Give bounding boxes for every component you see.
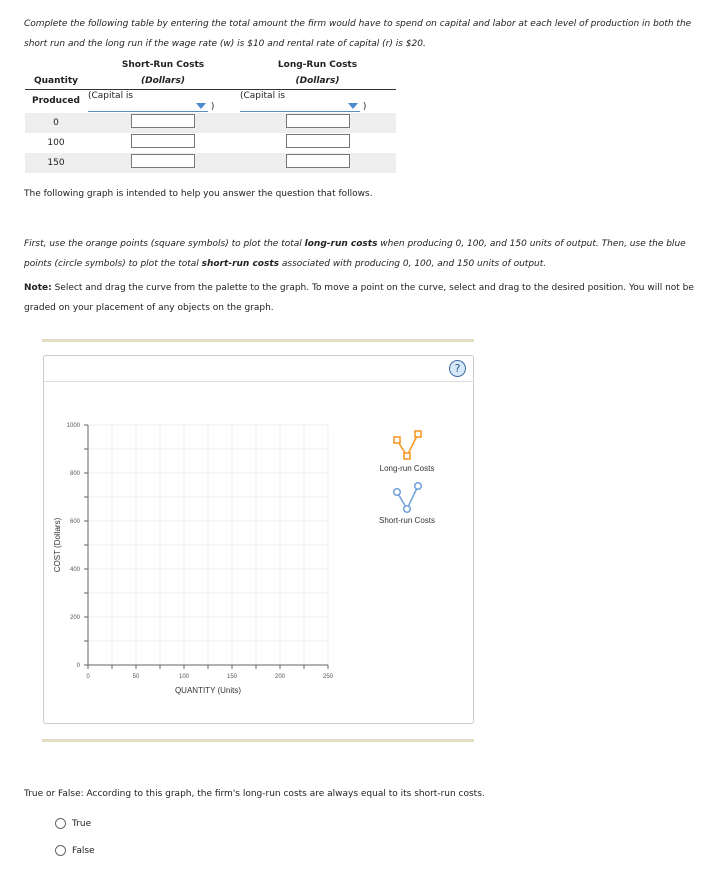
chart[interactable] [42,355,474,724]
sr-title: Short-Run Costs [121,60,205,70]
sr-input-0[interactable] [131,114,195,128]
plot-instructions [24,234,714,274]
t: First, use the orange points (square symbols) to plot the total [24,239,305,249]
table-row [25,133,396,153]
x-tick-label: 100 [178,674,190,680]
y-tick-label: 800 [69,471,80,477]
radio-false[interactable] [55,845,66,856]
short-run-circle-icon [404,506,411,513]
long-run-square-icon [415,431,421,437]
t: short-run costs [201,259,279,269]
sr-sub: (Dollars) [141,75,185,86]
graph-intro: The following graph is intended to help you answer the question that follows. [24,189,373,199]
x-tick-label: 200 [274,674,286,680]
y-axis-label: COST (Dollars) [53,517,62,573]
paren: ) [210,101,215,112]
sr-capital-dropdown[interactable] [88,101,208,112]
option-label: False [72,846,95,856]
lr-capital-dropdown[interactable] [240,101,360,112]
option-label: True [72,819,92,829]
lr-capital-select[interactable] [239,89,396,113]
sr-input-150[interactable] [131,154,195,168]
help-button[interactable]: ? [449,360,466,377]
y-tick-label: 600 [69,519,80,525]
short-run-circle-icon [394,489,401,496]
lr-sub: (Dollars) [295,75,340,86]
x-tick-label: 50 [132,674,140,680]
long-run-palette-label: Long-run Costs [379,464,435,473]
note [24,278,714,318]
y-tick-label: 400 [69,567,80,573]
lr-input-100[interactable] [286,134,350,148]
capital-label: (Capital is [240,90,286,101]
lr-input-150[interactable] [286,154,350,168]
x-tick-label: 0 [86,674,90,680]
qty: 100 [47,137,65,148]
lr-input-0[interactable] [286,114,350,128]
instructions [24,14,714,54]
t: when producing 0, 100, and 150 units of output. Then, use the blue [377,239,686,249]
x-axis-label: QUANTITY (Units) [174,686,242,695]
option-true[interactable] [55,818,91,829]
dropdown-arrow-icon [196,103,206,109]
short-run-circle-icon [415,483,422,490]
capital-label: (Capital is [88,90,134,101]
divider [42,739,474,742]
dropdown-arrow-icon [348,103,358,109]
t: associated with producing 0, 100, and 150 units of output. [279,259,547,269]
radio-true[interactable] [55,818,66,829]
note-text: Select and drag the curve from the palette to the graph. To move a point on the curve, select and drag to the desired position. You will not be [51,283,694,293]
option-false[interactable] [55,845,95,856]
sr-input-100[interactable] [131,134,195,148]
t: long-run costs [304,239,378,249]
y-tick-label: 0 [76,663,80,669]
question: True or False: According to this graph, the firm's long-run costs are always equal to its short-run costs. [24,789,485,799]
qty: 150 [47,157,65,168]
quantity-header: Quantity [33,75,79,86]
qty: 0 [53,117,59,128]
produced-header: Produced [32,96,80,106]
cost-table [25,57,396,173]
paren: ) [362,101,367,112]
table-row [25,113,396,133]
instructions-line1: Complete the following table by entering the total amount the firm would have to spend on capital and labor at each level of production in both the [24,19,692,29]
y-tick-label: 200 [69,615,80,621]
lr-title: Long-Run Costs [277,60,358,70]
note-text2: graded on your placement of any objects on the graph. [24,303,274,313]
short-run-palette-label: Short-run Costs [378,516,436,525]
x-tick-label: 250 [322,674,334,680]
sr-capital-select[interactable] [87,89,239,113]
divider [42,339,474,342]
long-run-square-icon [404,453,410,459]
long-run-square-icon [394,437,400,443]
table-row [25,153,396,173]
t: points (circle symbols) to plot the total [24,259,202,269]
note-label: Note: [24,283,52,293]
x-tick-label: 150 [226,674,238,680]
instructions-line2: short run and the long run if the wage rate (w) is $10 and rental rate of capital (r) is $20. [24,39,426,49]
y-tick-label: 1000 [66,423,80,429]
